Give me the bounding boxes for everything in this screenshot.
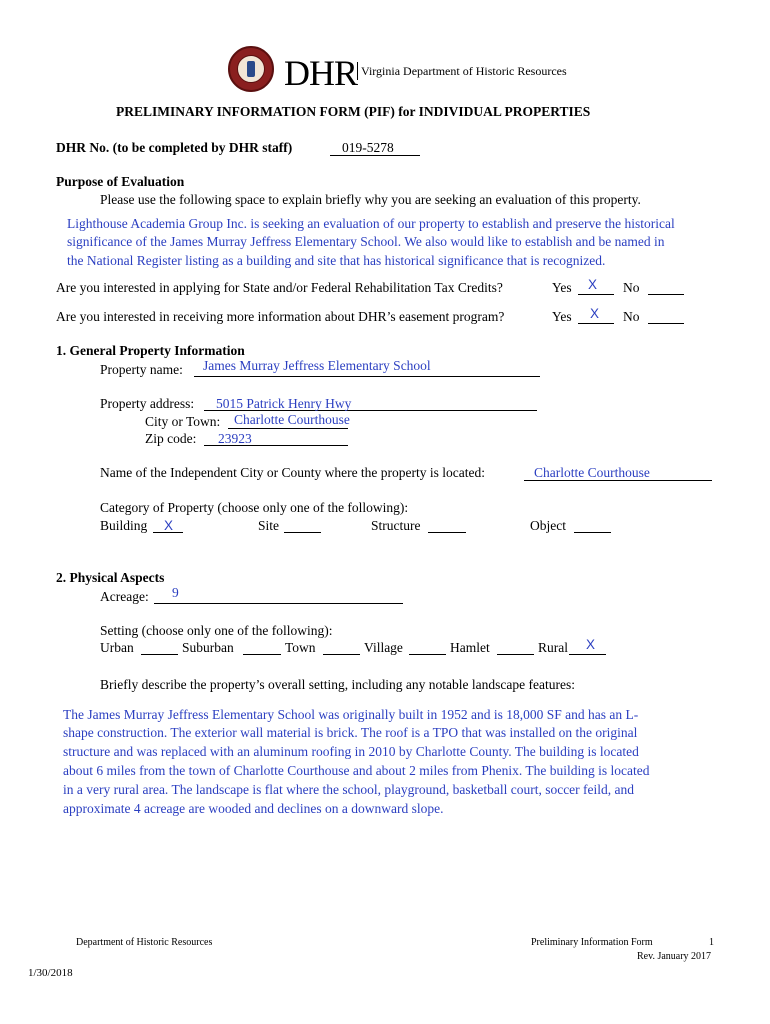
tax-credits-no-label: No [623,280,640,295]
footer-page-number: 1 [709,937,714,948]
city-label: City or Town: [145,414,221,429]
zip-label: Zip code: [145,431,197,446]
tax-credits-no-line[interactable] [648,294,684,295]
dhr-logo-text: DHR [284,53,358,93]
dhr-no-label: DHR No. (to be completed by DHR staff) [56,140,293,155]
tax-credits-question: Are you interested in applying for State and/or Federal Rehabilitation Tax Credits? [56,280,503,295]
easement-yes-line [578,323,614,324]
easement-no-label: No [623,309,640,324]
footer-left: Department of Historic Resources [76,937,213,948]
category-label: Category of Property (choose only one of the following): [100,500,409,515]
zip-value[interactable]: 23923 [218,431,252,446]
hamlet-line[interactable] [497,654,534,655]
setting-label: Setting (choose only one of the following): [100,623,333,638]
acreage-label: Acreage: [100,589,149,604]
tax-credits-yes-mark[interactable]: X [588,277,598,292]
footer-right: Preliminary Information Form [531,937,653,948]
describe-label: Briefly describe the property’s overall setting, including any notable landscape features: [100,677,575,692]
property-name-value[interactable]: James Murray Jeffress Elementary School [203,358,431,373]
object-label: Object [530,518,566,533]
urban-label: Urban [100,640,134,655]
footer-revision: Rev. January 2017 [637,951,712,962]
purpose-heading: Purpose of Evaluation [56,174,185,189]
tax-credits-yes-line [578,294,614,295]
purpose-answer-line[interactable]: the National Register listing as a building and site that has historical significance that is recognized. [67,253,606,268]
site-line[interactable] [284,532,321,533]
describe-line[interactable]: approximate 4 acreage are wooded and declines on a downward slope. [63,801,444,816]
seal-figure-icon [247,61,255,77]
describe-line[interactable]: about 6 miles from the town of Charlotte Courthouse and about 2 miles from Phenix. The building is located [63,763,650,778]
rural-mark[interactable]: X [586,637,596,652]
property-address-label: Property address: [100,396,195,411]
form-title: PRELIMINARY INFORMATION FORM (PIF) for INDIVIDUAL PROPERTIES [116,104,591,119]
suburban-label: Suburban [182,640,234,655]
acreage-line [154,603,403,604]
footer-date: 1/30/2018 [28,967,73,979]
hamlet-label: Hamlet [450,640,490,655]
logo-divider [357,62,358,80]
county-value[interactable]: Charlotte Courthouse [534,465,650,480]
easement-no-line[interactable] [648,323,684,324]
property-name-label: Property name: [100,362,183,377]
purpose-answer-line[interactable]: significance of the James Murray Jeffress Elementary School. We also would like to establish and be named in [67,234,665,249]
purpose-answer-line[interactable]: Lighthouse Academia Group Inc. is seeking an evaluation of our property to establish and preserve the historical [67,216,675,231]
city-line [228,428,348,429]
property-name-line [194,376,540,377]
village-line[interactable] [409,654,446,655]
suburban-line[interactable] [243,654,281,655]
general-heading: 1. General Property Information [56,343,245,358]
structure-line[interactable] [428,532,466,533]
rural-label: Rural [538,640,568,655]
property-address-value[interactable]: 5015 Patrick Henry Hwy [216,396,352,411]
describe-line[interactable]: in a very rural area. The landscape is flat where the school, playground, basketball court, soccer feild, and [63,782,635,797]
structure-label: Structure [371,518,421,533]
urban-line[interactable] [141,654,178,655]
describe-line[interactable]: The James Murray Jeffress Elementary School was originally built in 1952 and is 18,000 SF and has an L- [63,707,639,722]
describe-line[interactable]: structure and was replaced with an aluminum roofing in 2010 by Charlotte County. The building is located [63,744,639,759]
describe-line[interactable]: shape construction. The exterior wall material is brick. The roof is a TPO that was installed on the original [63,725,638,740]
county-label: Name of the Independent City or County where the property is located: [100,465,486,480]
dhr-no-value[interactable]: 019-5278 [342,140,394,155]
building-mark[interactable]: X [164,518,174,533]
tax-credits-yes-label: Yes [552,280,572,295]
easement-yes-mark[interactable]: X [590,306,600,321]
physical-heading: 2. Physical Aspects [56,570,165,585]
virginia-seal-logo [228,46,274,92]
purpose-instruction: Please use the following space to explain briefly why you are seeking an evaluation of this property. [100,192,641,207]
village-label: Village [364,640,403,655]
object-line[interactable] [574,532,611,533]
town-line[interactable] [323,654,360,655]
seal-center [237,55,265,83]
easement-question: Are you interested in receiving more information about DHR’s easement program? [56,309,505,324]
rural-line [569,654,606,655]
org-name: Virginia Department of Historic Resources [361,64,567,78]
easement-yes-label: Yes [552,309,572,324]
city-value[interactable]: Charlotte Courthouse [234,412,350,427]
town-label: Town [285,640,316,655]
acreage-value[interactable]: 9 [172,585,179,600]
building-label: Building [100,518,148,533]
site-label: Site [258,518,280,533]
